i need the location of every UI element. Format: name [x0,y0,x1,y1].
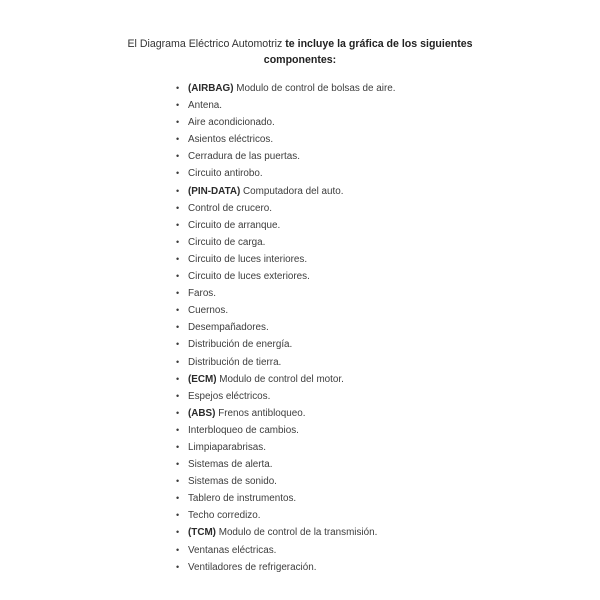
component-text: Control de crucero. [188,202,272,214]
component-code: (ABS) [188,407,216,419]
component-text: Circuito antirobo. [188,168,263,180]
page-heading [100,36,500,68]
list-item [174,524,395,541]
component-text: Modulo de control de la transmisión. [218,527,378,539]
component-list [174,80,395,576]
bullet-icon: • [176,185,180,196]
component-text: Espejos eléctricos. [188,390,271,402]
bullet-icon: • [176,288,180,299]
component-code: (ECM) [188,373,217,385]
component-text: Asientos eléctricos. [188,134,274,146]
list-item [174,234,395,251]
bullet-icon: • [176,544,180,555]
bullet-icon: • [176,561,180,572]
component-code: (PIN-DATA) [188,185,241,197]
bullet-icon: • [176,253,180,264]
component-code: (TCM) [188,527,216,539]
bullet-icon: • [176,459,180,470]
bullet-icon: • [176,202,180,213]
list-item [174,473,395,490]
bullet-icon: • [176,441,180,452]
bullet-icon: • [176,527,180,538]
list-item [174,439,395,456]
component-text: Aire acondicionado. [188,117,275,129]
list-item [174,148,395,165]
list-item [174,183,395,200]
list-item [174,114,395,131]
component-text: Cerradura de las puertas. [188,151,300,163]
list-item [174,131,395,148]
list-item [174,371,395,388]
heading-normal-text: El Diagrama Eléctrico Automotriz [127,38,283,50]
component-text: Circuito de luces exteriores. [188,271,310,283]
component-text: Techo corredizo. [188,510,261,522]
list-item [174,336,395,353]
bullet-icon: • [176,322,180,333]
component-text: Ventanas eléctricas. [188,544,277,556]
bullet-icon: • [176,271,180,282]
list-item [174,97,395,114]
list-item [174,165,395,182]
bullet-icon: • [176,168,180,179]
component-text: Tablero de instrumentos. [188,493,297,505]
component-text: Antena. [188,100,223,112]
list-item [174,80,395,97]
list-item [174,302,395,319]
component-code: (AIRBAG) [188,83,234,94]
component-text: Distribución de tierra. [188,356,282,368]
component-text: Faros. [188,288,216,300]
list-item [174,422,395,439]
component-text: Sistemas de alerta. [188,459,273,471]
component-text: Distribución de energía. [188,339,293,351]
bullet-icon: • [176,373,180,384]
list-item [174,251,395,268]
list-item [174,354,395,371]
list-item [174,200,395,217]
component-text: Limpiaparabrisas. [188,441,266,453]
component-text: Circuito de carga. [188,236,266,248]
bullet-icon: • [176,493,180,504]
component-text: Computadora del auto. [243,185,344,197]
list-item [174,405,395,422]
bullet-icon: • [176,236,180,247]
component-text: Frenos antibloqueo. [218,407,306,419]
bullet-icon: • [176,390,180,401]
component-text: Modulo de control de bolsas de aire. [236,83,396,94]
bullet-icon: • [176,219,180,230]
bullet-icon: • [176,100,180,111]
component-text: Sistemas de sonido. [188,476,277,488]
list-item [174,388,395,405]
list-item [174,217,395,234]
list-item [174,456,395,473]
list-item [174,285,395,302]
bullet-icon: • [176,305,180,316]
list-item [174,319,395,336]
list-item [174,490,395,507]
component-text: Circuito de luces interiores. [188,253,308,265]
bullet-icon: • [176,117,180,128]
list-item [174,268,395,285]
bullet-icon: • [176,134,180,145]
heading-bold-text: te incluye la gráfica de los siguientes componentes: [263,38,473,66]
list-item [174,559,395,576]
bullet-icon: • [176,424,180,435]
component-text: Desempañadores. [188,322,269,334]
bullet-icon: • [176,476,180,487]
list-item [174,507,395,524]
component-text: Circuito de arranque. [188,219,281,231]
bullet-icon: • [176,407,180,418]
bullet-icon: • [176,83,180,93]
component-text: Modulo de control del motor. [219,373,344,385]
list-item [174,542,395,559]
component-text: Cuernos. [188,305,229,317]
component-text: Interbloqueo de cambios. [188,424,299,436]
bullet-icon: • [176,151,180,162]
component-text: Ventiladores de refrigeración. [188,561,317,573]
bullet-icon: • [176,339,180,350]
bullet-icon: • [176,356,180,367]
bullet-icon: • [176,510,180,521]
